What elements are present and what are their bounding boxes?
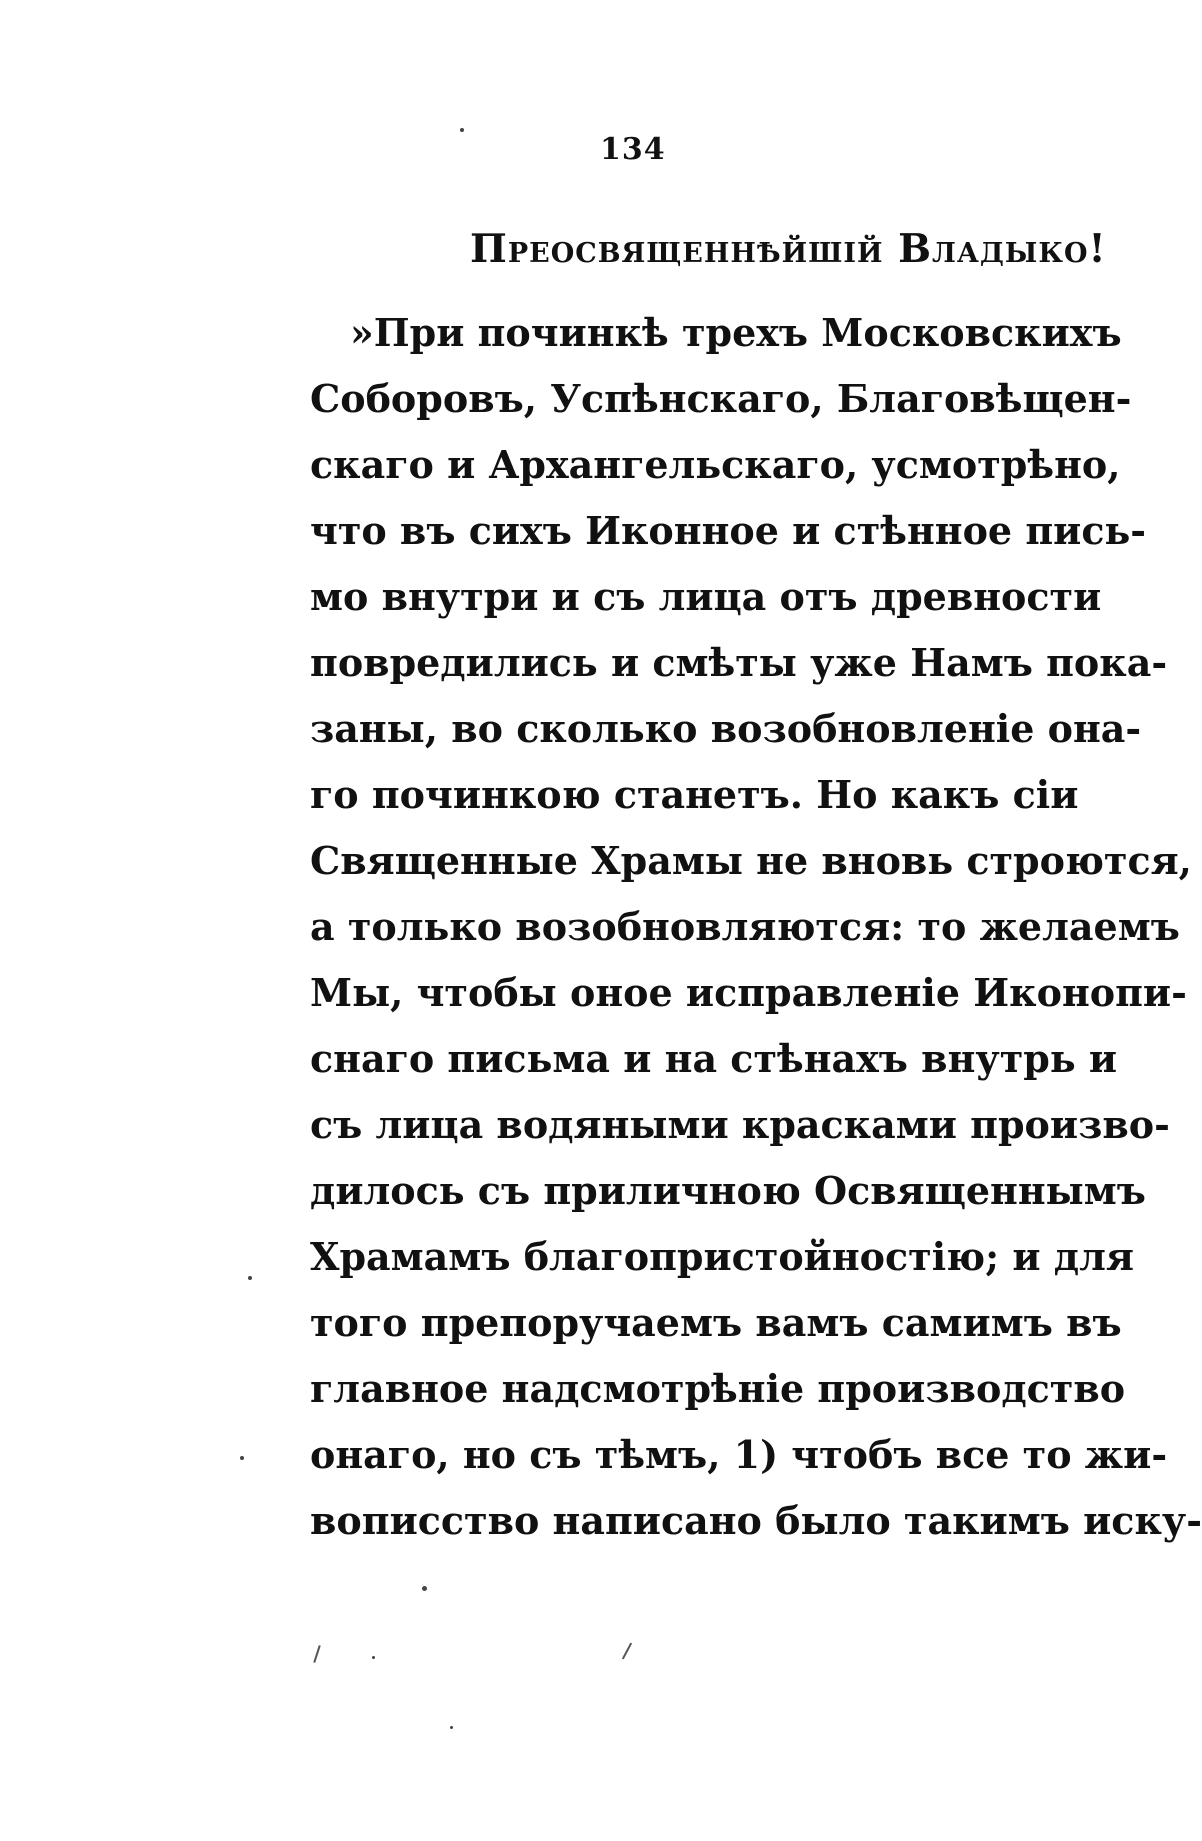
text-line: »При починкѣ трехъ Московскихъ: [350, 310, 1122, 355]
text-line: вописство написано было такимъ иску-: [310, 1498, 1202, 1543]
text-line: Священные Храмы не вновь строются,: [310, 838, 1192, 883]
page-number: 134: [600, 132, 666, 167]
text-line: снаго письма и на стѣнахъ внутрь и: [310, 1036, 1118, 1081]
text-line: а только возобновляются: то желаемъ: [310, 904, 1180, 949]
text-line: го починкою станетъ. Но какъ сіи: [310, 772, 1079, 817]
text-line: онаго, но съ тѣмъ, 1) чтобъ все то жи-: [310, 1432, 1168, 1477]
text-line: скаго и Архангельскаго, усмотрѣно,: [310, 442, 1121, 487]
text-line: Соборовъ, Успѣнскаго, Благовѣщен-: [310, 376, 1132, 421]
scan-speck: [248, 1276, 252, 1280]
scan-speck: [240, 1456, 244, 1460]
salutation-heading: Преосвященнѣйшій Владыко!: [470, 226, 1107, 272]
scan-speck: [372, 1656, 375, 1659]
scan-mark: [622, 1643, 632, 1660]
text-line: дилось съ приличною Освященнымъ: [310, 1168, 1146, 1213]
scan-speck: [422, 1586, 427, 1591]
text-line: заны, во сколько возобновленіе она-: [310, 706, 1142, 751]
scan-speck: [460, 128, 464, 132]
scan-speck: [450, 1726, 453, 1729]
text-line: Храмамъ благопристойностію; и для: [310, 1234, 1134, 1279]
text-line: мо внутри и съ лица отъ древности: [310, 574, 1102, 619]
body-text: [310, 300, 1202, 1554]
text-line: что въ сихъ Иконное и стѣнное пись-: [310, 508, 1147, 553]
scan-mark: [313, 1645, 320, 1663]
text-line: главное надсмотрѣніе производство: [310, 1366, 1126, 1411]
text-line: повредились и смѣты уже Намъ пока-: [310, 640, 1168, 685]
text-line: того препоручаемъ вамъ самимъ въ: [310, 1300, 1122, 1345]
text-line: съ лица водяными красками произво-: [310, 1102, 1170, 1147]
text-line: Мы, чтобы оное исправленіе Иконопи-: [310, 970, 1187, 1015]
